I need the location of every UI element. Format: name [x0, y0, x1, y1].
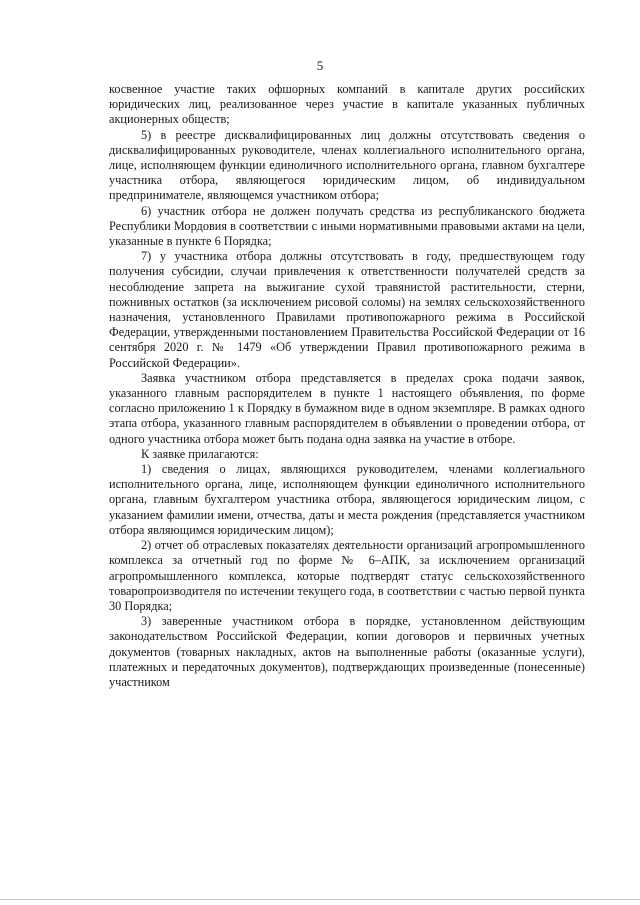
paragraph-item-7-burning-ban: 7) у участника отбора должны отсутствовать в году, предшествующем году получения субсидии, случаи привлечения к ответственности получателей средств за несоблюдение запрета на выжигание сухой травянистой растительности, стерни, пожнивных остатков (за исключением рисовой соломы) на землях сельскохозяйственного назначения, установленного Правилами противопожарного режима в Российской Федерации, утвержденными постановлением Правительства Российской Федерации от 16 сентября 2020 г. № 1479 «Об утверждении Правил противопожарного режима в Российской Федерации».	[109, 249, 585, 370]
paragraph-application-submission: Заявка участником отбора представляется в пределах срока подачи заявок, указанного главным распорядителем в пункте 1 настоящего объявления, по форме согласно приложению 1 к Порядку в бумажном виде в одном экземпляре. В рамках одного этапа отбора, указанного главным распорядителем в объявлении о проведении отбора, от одного участника отбора может быть подана одна заявка на участие в отборе.	[109, 370, 585, 446]
scan-bottom-edge	[0, 899, 640, 900]
paragraph-attachment-2-apk-report: 2) отчет об отраслевых показателях деятельности организаций агропромышленного комплекса за отчетный год по форме № 6–АПК, за исключением организаций агропромышленного комплекса, которые подтвердят статус сельскохозяйственного товаропроизводителя по истечении текущего года, в соответствии с частью первой пункта 30 Порядка;	[109, 538, 585, 613]
paragraph-attachment-1-managers-info: 1) сведения о лицах, являющихся руководителем, членами коллегиального исполнительного органа, лице, исполняющем функции единоличного исполнительного органа, главным бухгалтером участника отбора, являющегося юридическим лицом, с указанием фамилии имени, отчества, даты и места рождения (представляется участником отбора являющимся юридическим лицом);	[109, 462, 585, 537]
paragraph-offshore-participation: косвенное участие таких офшорных компаний в капитале других российских юридических лиц, реализованное через участие в капитале указанных публичных акционерных обществ;	[109, 82, 585, 127]
page-number: 5	[316, 58, 324, 73]
paragraph-attachment-3-certified-copies: 3) заверенные участником отбора в порядке, установленном действующим законодательством Российской Федерации, копии договоров и первичных учетных документов (товарных накладных, актов на выполненные работы (оказанные услуги), платежных и передаточных документов), подтверждающих произведенные (понесенные) участником	[109, 614, 585, 689]
paragraph-attachments-heading: К заявке прилагаются:	[141, 446, 259, 461]
paragraph-item-5-disqualified-register: 5) в реестре дисквалифицированных лиц должны отсутствовать сведения о дисквалифицированных руководителе, членах коллегиального исполнительного органа, лице, исполняющем функции единоличного исполнительного органа, главном бухгалтере участника отбора, являющегося юридическим лицом, об индивидуальном предпринимателе, являющемся участником отбора;	[109, 127, 585, 203]
paragraph-item-6-budget-funds: 6) участник отбора не должен получать средства из республиканского бюджета Республики Мордовия в соответствии с иными нормативными правовыми актами на цели, указанные в пункте 6 Порядка;	[109, 203, 585, 249]
document-body	[109, 82, 585, 690]
